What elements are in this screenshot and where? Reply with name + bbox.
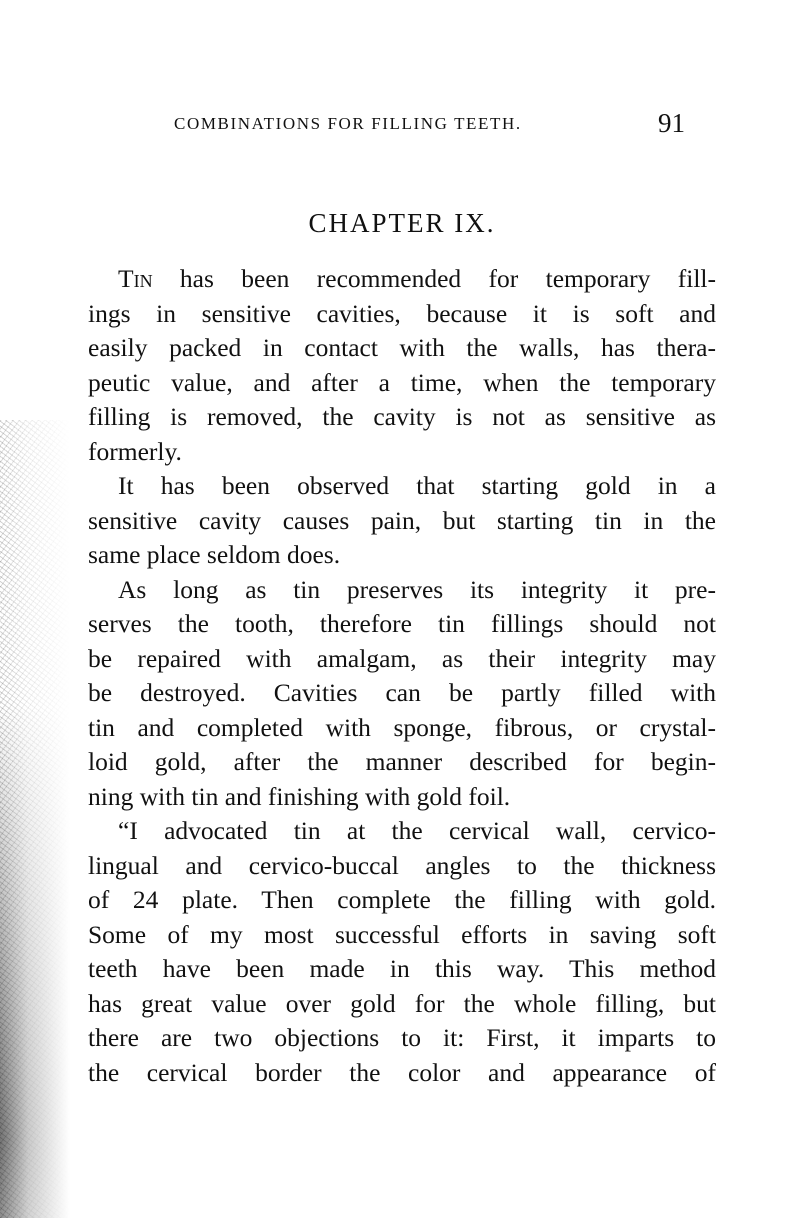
text-line: Tin has been recommended for temporary fill- [118,264,716,293]
text-line: filling is removed, the cavity is not as sensitive as [88,402,716,431]
text-line: be repaired with amalgam, as their integrity may [88,643,716,673]
text-line: Some of my most successful efforts in saving soft [88,919,716,949]
page-number: 91 [658,108,685,138]
small-caps-lead: Tin [118,264,153,293]
scan-edge-shadow [0,420,70,1218]
chapter-title: CHAPTER IX. [308,208,496,238]
running-header: COMBINATIONS FOR FILLING TEETH. [174,114,522,133]
text-line: serves the tooth, therefore tin fillings should not [88,609,716,638]
text-line: the cervical border the color and appearance of [88,1057,716,1087]
text-line: As long as tin preserves its integrity it pre- [118,574,716,604]
text-line: be destroyed. Cavities can be partly filled with [88,678,716,707]
text-line: there are two objections to it: First, it imparts to [88,1023,716,1052]
text-line: peutic value, and after a time, when the temporary [88,367,716,397]
text-line: same place seldom does. [88,540,341,569]
text-line: loid gold, after the manner described for begin- [88,747,716,776]
text-line: of 24 plate. Then complete the filling with gold. [88,885,716,914]
text-line: “I advocated tin at the cervical wall, cervico- [118,816,716,845]
text-line: ings in sensitive cavities, because it is soft and [88,298,716,328]
text-line: lingual and cervico-buccal angles to the thickness [88,850,716,880]
text-line: sensitive cavity causes pain, but starting tin in the [88,505,716,535]
body-text [88,262,716,1090]
text-line: tin and completed with sponge, fibrous, or crystal- [88,712,716,742]
text-line: ning with tin and finishing with gold foil. [88,781,511,811]
text-line: has great value over gold for the whole filling, but [88,988,716,1018]
text-line: formerly. [88,436,182,466]
text-line: teeth have been made in this way. This method [88,954,716,983]
text-line: It has been observed that starting gold in a [118,471,716,500]
text-line: easily packed in contact with the walls, has thera- [88,333,716,362]
